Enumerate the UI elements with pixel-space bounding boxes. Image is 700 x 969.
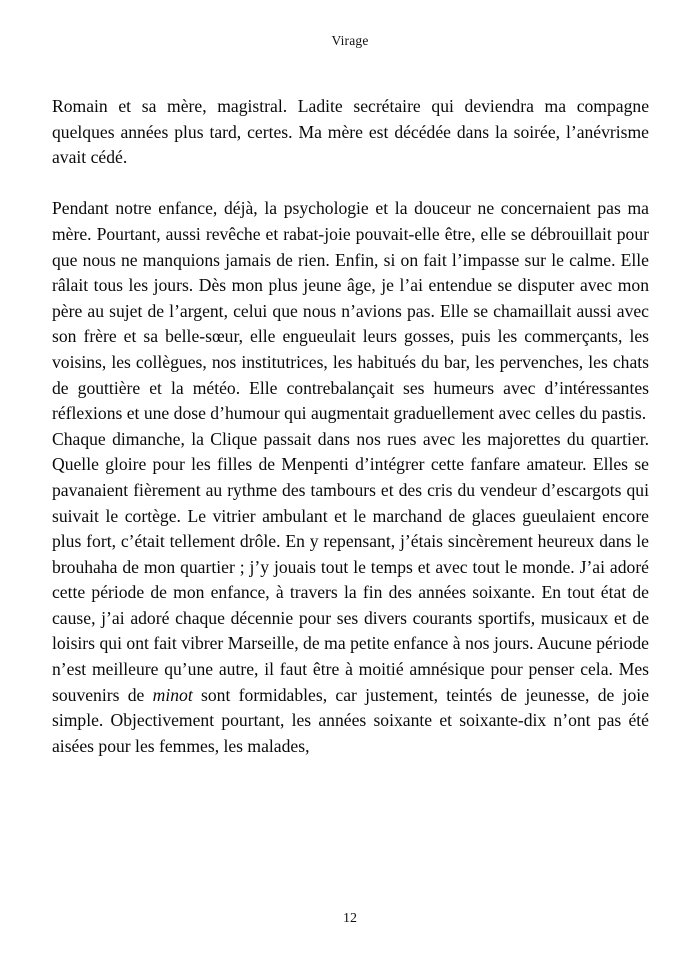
emphasized-word-minot: minot <box>152 684 193 705</box>
body-text-block <box>52 94 649 759</box>
paragraph-3-text-tail: sont formidables, car justement, teintés de jeunesse, de joie simple. Objectivement pourtant, les années soixante et soixante-dix n’ont pas été aisées pour les femmes, les malades, <box>52 684 650 756</box>
paragraph-1: Romain et sa mère, magistral. Ladite secrétaire qui deviendra ma compagne quelques années plus tard, certes. Ma mère est décédée dans la soirée, l’anévrisme avait cédé. <box>52 96 649 168</box>
page-number: 12 <box>343 911 357 926</box>
paragraph-2: Pendant notre enfance, déjà, la psychologie et la douceur ne concernaient pas ma mère. Pourtant, aussi revêche et rabat-joie pouvait-elle être, elle se débrouillait pour que nous ne manquions jamais de rien. Enfin, si on fait l’impasse sur le calme. Elle râlait tous les jours. Dès mon plus jeune âge, je l’ai entendue se disputer avec mon père au sujet de l’argent, celui que nous n’avions pas. Elle se chamaillait aussi avec son frère et sa belle-sœur, elle engueulait leurs gosses, puis les commerçants, les voisins, les collègues, nos institutrices, les habitués du bar, les pervenches, les chats de gouttière et la météo. Elle contrebalançait ses humeurs avec d’intéressantes réflexions et une dose d’humour qui augmentait graduellement avec celles du pastis. <box>52 198 649 424</box>
running-head: Virage <box>331 33 369 48</box>
paragraph-3 <box>52 427 649 760</box>
paragraph-3-text-lead: Chaque dimanche, la Clique passait dans nos rues avec les majorettes du quartier. Quelle gloire pour les filles de Menpenti d’intégrer cette fanfare amateur. Elles se pavanaient fièrement au rythme des tambours et des cris du vendeur d’escargots qui suivait le cortège. Le vitrier ambulant et le marchand de glaces gueulaient encore plus fort, c’était tellement drôle. En y repensant, j’étais sincèrement heureux dans le brouhaha de mon quartier ; j’y jouais tout le temps et avec tout le monde. J’ai adoré cette période de mon enfance, à travers la fin des années soixante. En tout état de cause, j’ai adoré chaque décennie pour ses divers courants sportifs, musicaux et de loisirs qui ont fait vibrer Marseille, de ma petite enfance à nos jours. Aucune période n’est meilleure qu’une autre, il faut être à moitié amnésique pour penser cela. Mes souvenirs de <box>52 428 649 705</box>
